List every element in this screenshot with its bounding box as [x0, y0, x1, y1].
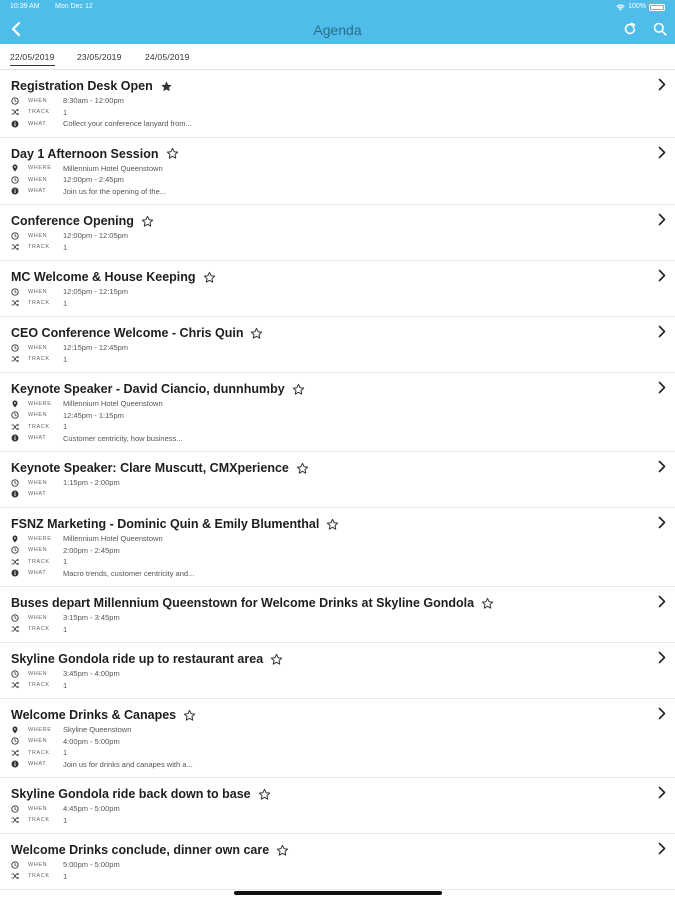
agenda-item-when-value: 4:00pm - 5:00pm — [63, 736, 120, 746]
star-filled-icon[interactable] — [160, 80, 173, 93]
clock-icon — [11, 411, 19, 419]
agenda-item[interactable] — [0, 70, 675, 138]
chevron-right-icon — [658, 78, 666, 96]
star-outline-icon[interactable] — [141, 215, 154, 228]
agenda-item-where-label: WHERE — [28, 535, 52, 542]
agenda-item-when-value: 12:45pm - 1:15pm — [63, 410, 124, 420]
search-button[interactable] — [651, 20, 669, 38]
agenda-item-what-value: Macro trends, customer centricity and... — [63, 568, 195, 578]
agenda-item-track-label: TRACK — [28, 682, 50, 688]
status-date: Mon Dec 12 — [55, 3, 93, 10]
star-outline-icon[interactable] — [183, 709, 196, 722]
agenda-item-track-value: 1 — [63, 242, 68, 252]
agenda-item-title-text: Buses depart Millennium Queenstown for Welcome Drinks at Skyline Gondola — [11, 596, 475, 610]
shuffle-icon — [11, 681, 19, 689]
clock-icon — [11, 861, 19, 869]
info-icon — [11, 187, 19, 195]
agenda-item[interactable] — [0, 261, 675, 317]
wifi-icon — [616, 4, 625, 11]
agenda-item-track-row — [11, 354, 68, 365]
agenda-item-what-row — [11, 568, 195, 579]
date-tabs — [0, 44, 675, 70]
tab-date-1[interactable]: 22/05/2019 — [10, 52, 55, 66]
refresh-icon — [623, 22, 637, 36]
agenda-item[interactable] — [0, 508, 675, 587]
agenda-item-title — [11, 79, 173, 93]
agenda-item-track-row — [11, 242, 68, 253]
agenda-item[interactable] — [0, 205, 675, 261]
clock-icon — [11, 479, 19, 487]
agenda-item-when-label: WHEN — [28, 344, 48, 351]
agenda-item-track-row — [11, 298, 68, 309]
agenda-item[interactable] — [0, 317, 675, 373]
agenda-item-track-row — [11, 624, 68, 635]
agenda-item-title — [11, 326, 263, 340]
agenda-item-title — [11, 214, 154, 228]
agenda-item-where-row — [11, 533, 163, 544]
agenda-item-when-value: 3:15pm - 3:45pm — [63, 613, 120, 622]
battery-icon — [649, 4, 665, 11]
agenda-item-track-value: 1 — [63, 107, 68, 117]
agenda-item-title-text: Skyline Gondola ride up to restaurant area — [11, 652, 264, 666]
agenda-item-where-row — [11, 398, 163, 409]
agenda-item[interactable] — [0, 587, 675, 643]
agenda-item-what-label: WHAT — [28, 435, 47, 441]
agenda-item-where-value: Millennium Hotel Queenstown — [63, 534, 163, 543]
agenda-item-when-label: WHEN — [28, 176, 48, 183]
agenda-item-what-row — [11, 759, 193, 770]
agenda-item[interactable] — [0, 138, 675, 206]
chevron-right-icon — [658, 651, 666, 669]
agenda-item-track-row — [11, 747, 68, 758]
agenda-item-where-value: Millennium Hotel Queenstown — [63, 163, 163, 173]
shuffle-icon — [11, 872, 19, 880]
agenda-item-title-text: Welcome Drinks & Canapes — [11, 708, 177, 722]
agenda-item-when-label: WHEN — [28, 479, 48, 486]
agenda-item-what-label: WHAT — [28, 491, 47, 497]
location-pin-icon — [11, 535, 19, 543]
location-pin-icon — [11, 726, 19, 734]
chevron-right-icon — [658, 460, 666, 478]
agenda-item-title-text: CEO Conference Welcome - Chris Quin — [11, 326, 244, 340]
star-outline-icon[interactable] — [296, 462, 309, 475]
agenda-item-when-row — [11, 803, 120, 814]
chevron-right-icon — [658, 516, 666, 534]
page-title: Agenda — [313, 22, 362, 38]
agenda-item-track-row — [11, 815, 68, 826]
agenda-item-what-value: Collect your conference lanyard from... — [63, 119, 192, 128]
agenda-item-when-value: 12:00pm - 2:45pm — [63, 175, 124, 184]
agenda-item-where-label: WHERE — [28, 400, 52, 407]
agenda-item-when-value: 12:00pm - 12:05pm — [63, 231, 129, 240]
agenda-item-when-row — [11, 545, 120, 556]
agenda-item-track-value: 1 — [63, 298, 68, 308]
agenda-item-track-value: 1 — [63, 624, 68, 634]
agenda-item-when-row — [11, 95, 124, 106]
star-outline-icon[interactable] — [481, 597, 494, 610]
clock-icon — [11, 546, 19, 554]
agenda-item-track-row — [11, 680, 68, 691]
agenda-item-what-value: Join us for the opening of the... — [63, 186, 166, 196]
agenda-item-when-value: 1:15pm - 2:00pm — [63, 478, 120, 487]
agenda-item-title — [11, 147, 179, 161]
clock-icon — [11, 344, 19, 352]
agenda-item-when-value: 4:45pm - 5:00pm — [63, 804, 120, 813]
clock-icon — [11, 614, 19, 622]
agenda-item-track-value: 1 — [63, 354, 68, 364]
agenda-item-when-value: 12:05pm - 12:15pm — [63, 287, 129, 296]
agenda-item-title — [11, 787, 271, 801]
location-pin-icon — [11, 400, 19, 408]
chevron-right-icon — [658, 146, 666, 164]
agenda-item-title-text: Welcome Drinks conclude, dinner own care — [11, 843, 270, 857]
agenda-item-track-label: TRACK — [28, 423, 50, 430]
chevron-right-icon — [658, 269, 666, 287]
chevron-right-icon — [658, 595, 666, 613]
star-outline-icon[interactable] — [250, 327, 263, 340]
agenda-item-when-value: 12:15pm - 12:45pm — [63, 343, 129, 352]
location-pin-icon — [11, 164, 19, 172]
agenda-item-title — [11, 382, 305, 396]
agenda-item-track-label: TRACK — [28, 817, 50, 823]
agenda-item-track-value: 1 — [63, 815, 68, 825]
agenda-item-when-row — [11, 477, 120, 488]
agenda-item-when-row — [11, 230, 129, 241]
agenda-item[interactable] — [0, 373, 675, 452]
agenda-item-what-row — [11, 489, 47, 500]
chevron-right-icon — [658, 786, 666, 804]
star-outline-icon[interactable] — [203, 271, 216, 284]
info-icon — [11, 760, 19, 768]
search-icon — [653, 22, 667, 36]
agenda-item-when-value: 5:00pm - 5:00pm — [63, 860, 120, 869]
info-icon — [11, 120, 19, 128]
agenda-item-title-text: MC Welcome & House Keeping — [11, 270, 196, 284]
agenda-item-what-value: Join us for drinks and canapes with a... — [63, 759, 193, 769]
shuffle-icon — [11, 299, 19, 307]
agenda-item-when-label: WHEN — [28, 97, 48, 104]
agenda-item-track-row — [11, 421, 68, 432]
info-icon — [11, 569, 19, 577]
agenda-item-when-row — [11, 736, 120, 747]
agenda-item[interactable] — [0, 778, 675, 834]
clock-icon — [11, 670, 19, 678]
agenda-item-track-label: TRACK — [28, 244, 50, 250]
agenda-item-when-label: WHEN — [28, 861, 48, 868]
agenda-item-when-value: 2:00pm - 2:45pm — [63, 545, 120, 555]
agenda-item-when-label: WHEN — [28, 738, 48, 744]
agenda-item-where-value: Millennium Hotel Queenstown — [63, 399, 163, 408]
agenda-item-title-text: Skyline Gondola ride back down to base — [11, 787, 251, 801]
nav-bar — [0, 14, 675, 44]
agenda-item-when-value: 8:30am - 12:00pm — [63, 96, 124, 105]
info-icon — [11, 490, 19, 498]
agenda-item-track-label: TRACK — [28, 300, 50, 306]
star-outline-icon[interactable] — [276, 844, 289, 857]
clock-icon — [11, 737, 19, 745]
agenda-item-title-text: Day 1 Afternoon Session — [11, 146, 159, 161]
agenda-item-what-value: Customer centricity, how business... — [63, 433, 183, 443]
chevron-right-icon — [658, 325, 666, 343]
agenda-item-where-label: WHERE — [28, 165, 52, 171]
shuffle-icon — [11, 816, 19, 824]
refresh-button[interactable] — [621, 20, 639, 38]
status-right — [616, 0, 665, 14]
agenda-item-when-label: WHEN — [28, 288, 48, 295]
agenda-item-where-row — [11, 163, 163, 174]
agenda-item-what-row — [11, 118, 192, 129]
agenda-item-track-label: TRACK — [28, 109, 50, 115]
agenda-item-when-label: WHEN — [28, 614, 48, 621]
agenda-item-title-text: Registration Desk Open — [11, 79, 153, 93]
agenda-item-track-label: TRACK — [28, 749, 50, 756]
agenda-item-track-label: TRACK — [28, 356, 50, 362]
shuffle-icon — [11, 749, 19, 757]
chevron-right-icon — [658, 213, 666, 231]
star-outline-icon[interactable] — [258, 788, 271, 801]
agenda-item-title-text: Conference Opening — [11, 214, 134, 228]
agenda-item-title — [11, 461, 309, 475]
shuffle-icon — [11, 108, 19, 116]
shuffle-icon — [11, 355, 19, 363]
chevron-right-icon — [658, 707, 666, 725]
star-outline-icon[interactable] — [270, 653, 283, 666]
agenda-item-title — [11, 708, 196, 722]
agenda-item-what-label: WHAT — [28, 761, 47, 767]
agenda-item-title — [11, 652, 283, 666]
agenda-item-track-value: 1 — [63, 422, 68, 431]
chevron-right-icon — [658, 842, 666, 860]
agenda-item-when-label: WHEN — [28, 547, 48, 553]
home-indicator — [234, 891, 442, 895]
agenda-item-title-text: Keynote Speaker - David Ciancio, dunnhumby — [11, 382, 285, 396]
clock-icon — [11, 288, 19, 296]
agenda-item-when-row — [11, 859, 120, 870]
clock-icon — [11, 805, 19, 813]
agenda-item-where-row — [11, 724, 132, 735]
tab-date-2[interactable]: 23/05/2019 — [77, 52, 122, 62]
agenda-item-when-label: WHEN — [28, 805, 48, 812]
agenda-item-track-value: 1 — [63, 557, 68, 566]
agenda-item-track-label: TRACK — [28, 558, 50, 565]
agenda-item-when-row — [11, 668, 120, 679]
status-time: 10:39 AM — [10, 3, 40, 10]
agenda-item-title — [11, 596, 494, 610]
shuffle-icon — [11, 243, 19, 251]
chevron-right-icon — [658, 381, 666, 399]
agenda-item-track-row — [11, 107, 68, 118]
shuffle-icon — [11, 625, 19, 633]
agenda-item-track-label: TRACK — [28, 626, 50, 632]
agenda-item-where-value: Skyline Queenstown — [63, 725, 132, 734]
info-icon — [11, 434, 19, 442]
agenda-item-when-value: 3:45pm - 4:00pm — [63, 669, 120, 678]
star-outline-icon[interactable] — [166, 147, 179, 160]
agenda-item-when-label: WHEN — [28, 232, 48, 239]
shuffle-icon — [11, 423, 19, 431]
agenda-item-track-row — [11, 871, 68, 882]
shuffle-icon — [11, 558, 19, 566]
agenda-item-title-text: FSNZ Marketing - Dominic Quin & Emily Blumenthal — [11, 517, 320, 531]
agenda-item-title — [11, 270, 216, 284]
clock-icon — [11, 97, 19, 105]
agenda-item-title — [11, 843, 289, 857]
tab-date-3[interactable]: 24/05/2019 — [145, 52, 190, 62]
agenda-item-when-label: WHEN — [28, 412, 48, 418]
agenda-item[interactable] — [0, 699, 675, 778]
agenda-item[interactable] — [0, 452, 675, 508]
agenda-item[interactable] — [0, 643, 675, 699]
agenda-item-where-label: WHERE — [28, 726, 52, 733]
agenda-item-track-value: 1 — [63, 680, 68, 690]
star-outline-icon[interactable] — [326, 518, 339, 531]
agenda-item-track-value: 1 — [63, 871, 68, 881]
clock-icon — [11, 176, 19, 184]
agenda-item-what-label: WHAT — [28, 188, 47, 194]
agenda-item-title-text: Keynote Speaker: Clare Muscutt, CMXperience — [11, 461, 289, 475]
agenda-item-what-row — [11, 186, 166, 197]
agenda-item-track-label: TRACK — [28, 873, 50, 879]
agenda-item-when-row — [11, 342, 129, 353]
clock-icon — [11, 232, 19, 240]
agenda-item-when-row — [11, 612, 120, 623]
agenda-item-track-row — [11, 556, 68, 567]
agenda-item[interactable] — [0, 834, 675, 890]
agenda-item-when-label: WHEN — [28, 670, 48, 677]
agenda-item-when-row — [11, 174, 124, 185]
agenda-item-title — [11, 517, 339, 531]
status-bar — [0, 0, 675, 14]
agenda-item-what-label: WHAT — [28, 120, 47, 127]
agenda-item-when-row — [11, 410, 124, 421]
agenda-item-what-row — [11, 433, 183, 444]
agenda-item-track-value: 1 — [63, 748, 68, 757]
agenda-item-when-row — [11, 286, 129, 297]
battery-percent: 100% — [628, 3, 646, 10]
star-outline-icon[interactable] — [292, 383, 305, 396]
agenda-item-what-label: WHAT — [28, 570, 47, 576]
